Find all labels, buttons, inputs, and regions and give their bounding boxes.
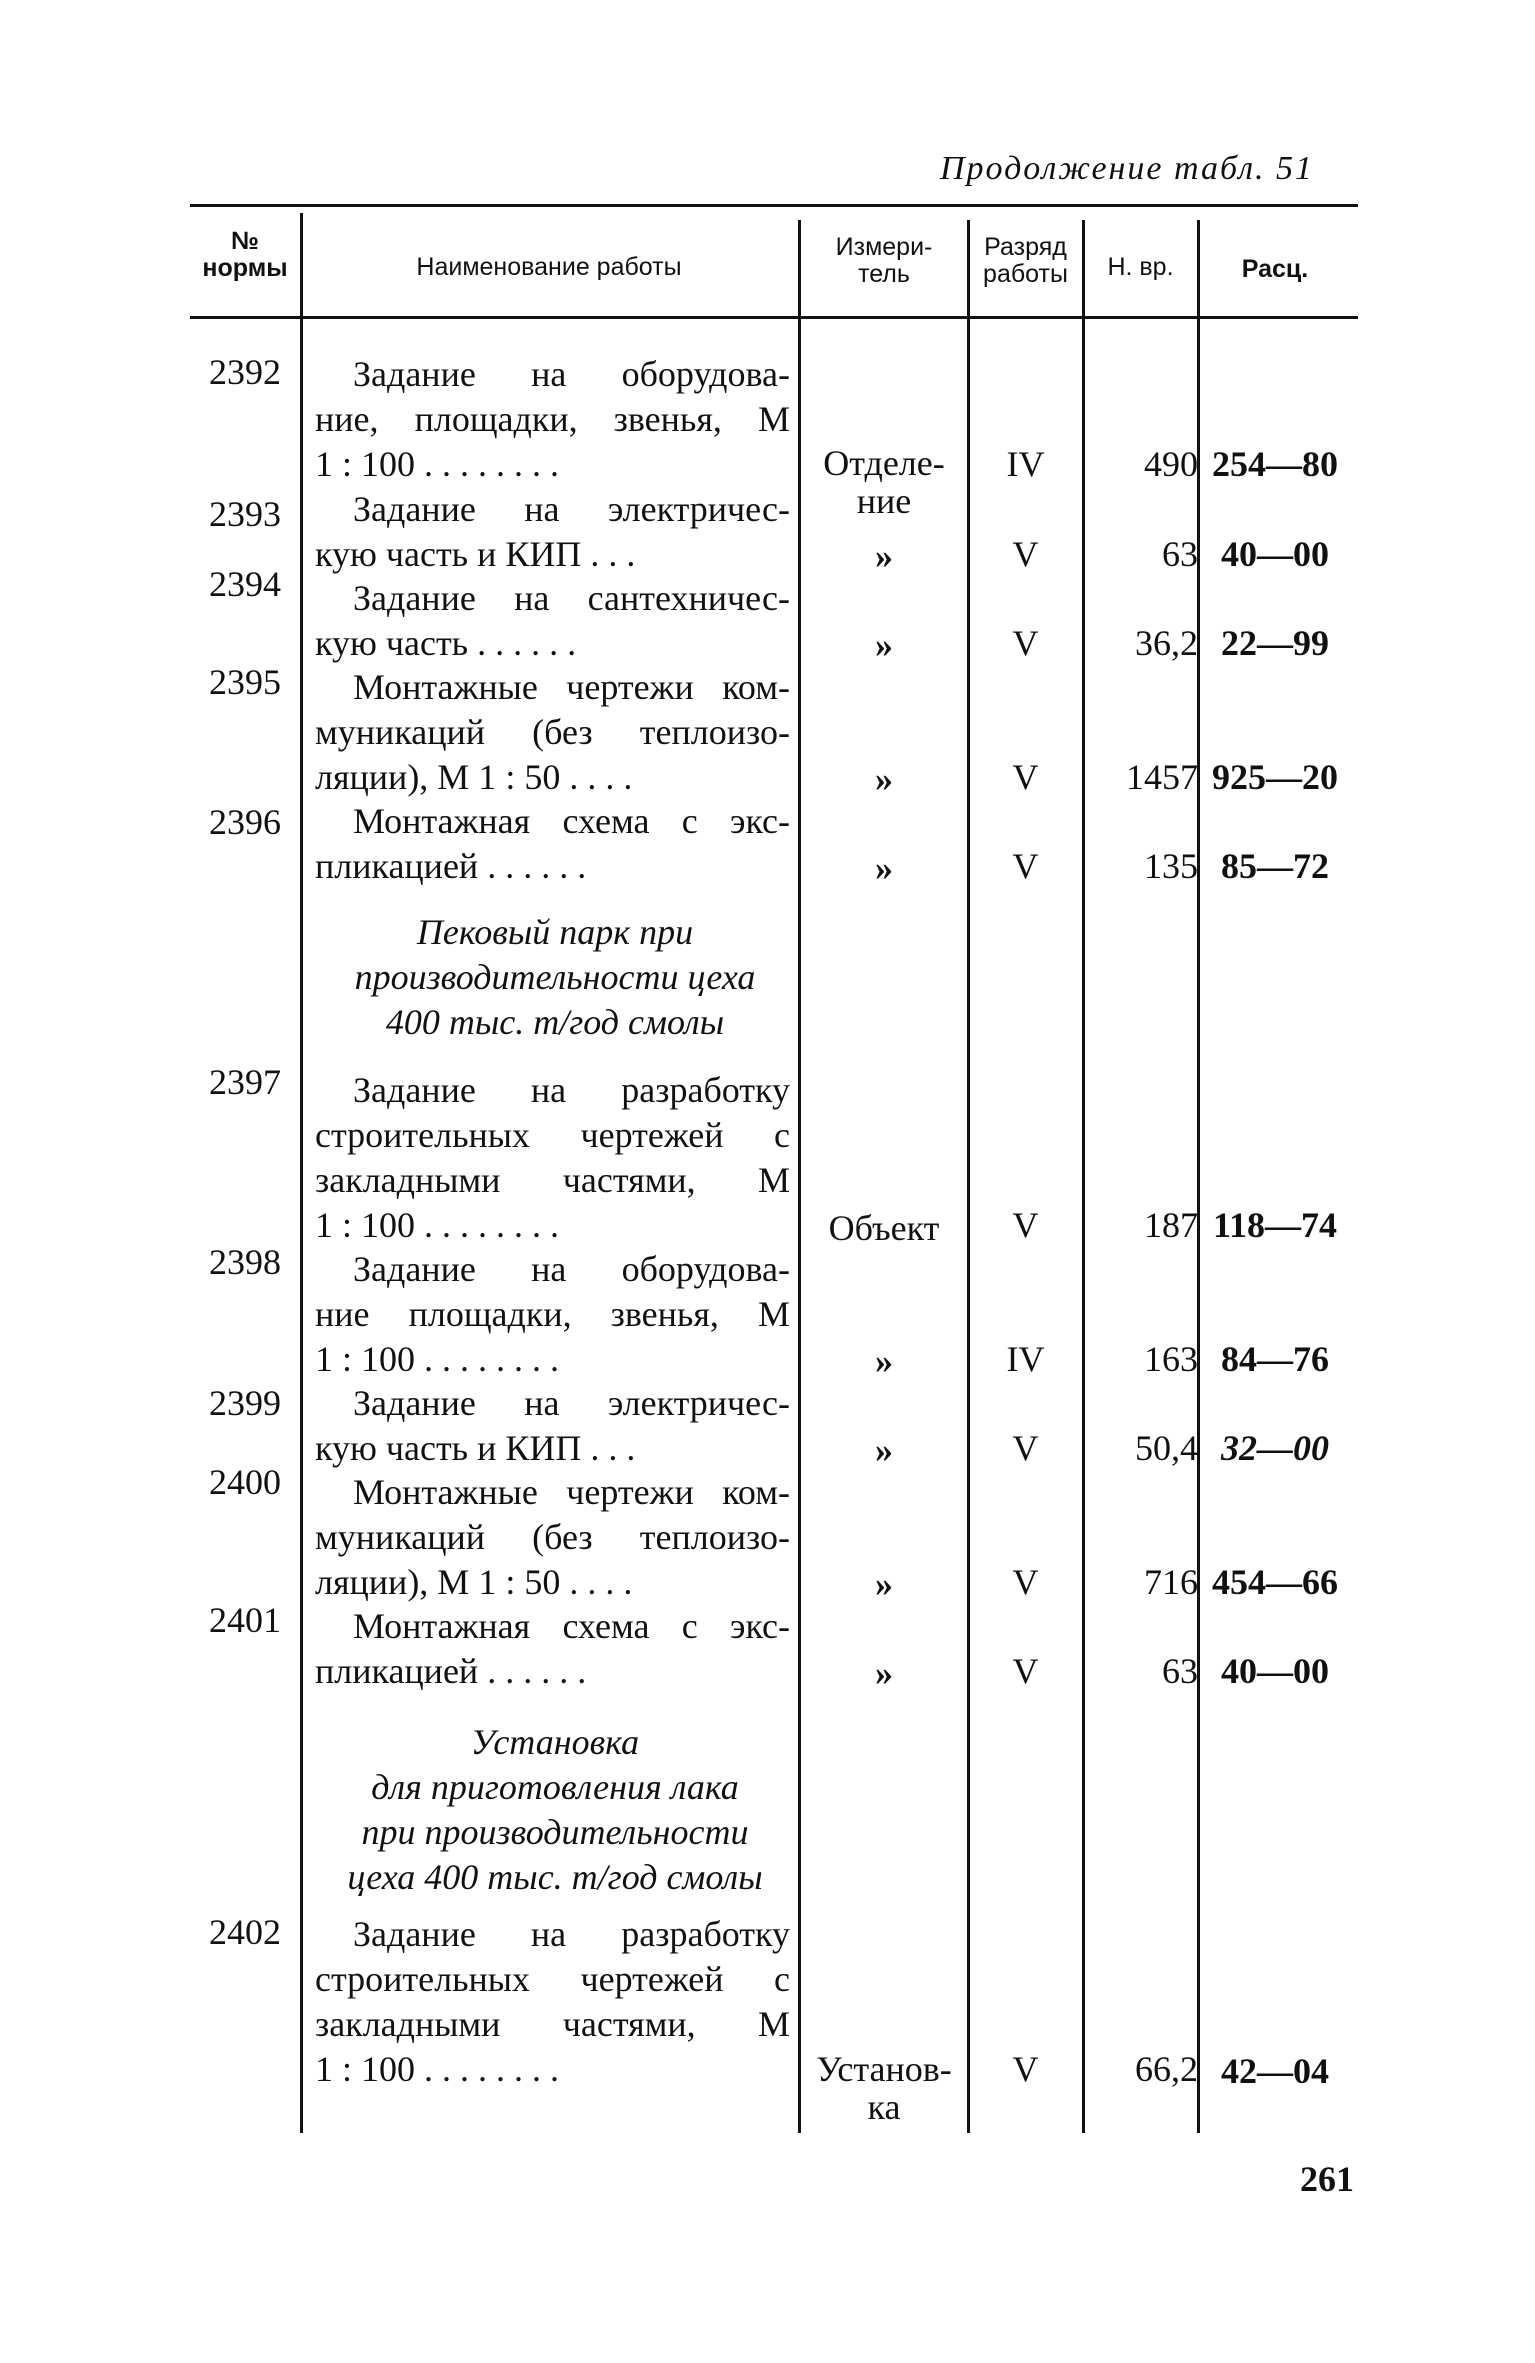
row-price: 85—72 bbox=[1221, 846, 1329, 886]
header-price: Расц. bbox=[1241, 255, 1309, 283]
row-name: Монтажная схема с экс- пликацией . . . . . . bbox=[315, 801, 790, 886]
row-rank: V bbox=[1012, 757, 1039, 797]
row-hours: 135 bbox=[1144, 846, 1198, 886]
table-continuation-caption: Продолжение табл. 51 bbox=[940, 150, 1315, 187]
row-hours: 716 bbox=[1144, 1562, 1198, 1602]
header-num: № нормы bbox=[202, 227, 288, 282]
row-unit: » bbox=[875, 536, 893, 576]
row-number: 2399 bbox=[209, 1383, 281, 1423]
row-hours: 36,2 bbox=[1135, 623, 1198, 663]
row-rank: V bbox=[1012, 534, 1039, 574]
row-price: 84—76 bbox=[1221, 1339, 1329, 1379]
row-name: Задание на электричес- кую часть и КИП . . . bbox=[315, 1383, 790, 1468]
row-rank: V bbox=[1012, 623, 1039, 663]
row-rank: IV bbox=[1006, 1339, 1045, 1379]
row-unit: » bbox=[875, 1564, 893, 1604]
row-unit: Объект bbox=[828, 1208, 940, 1248]
section-heading: Пековый парк при производительности цеха 400 тыс. т/год смолы bbox=[354, 912, 756, 1042]
row-name: Задание на сантехничес- кую часть . . . . . . bbox=[315, 578, 790, 663]
row-hours: 63 bbox=[1162, 534, 1198, 574]
row-rank: V bbox=[1012, 846, 1039, 886]
section-heading: Установка для приготовления лака при производительности цеха 400 тыс. т/год смолы bbox=[347, 1722, 763, 1897]
header-name: Наименование работы bbox=[416, 253, 682, 281]
row-name: Задание на разработку строительных чертежей с закладными частями, М 1 : 100 . . . . . . . . bbox=[315, 1914, 790, 2089]
column-divider bbox=[1082, 220, 1085, 2133]
row-unit: Отделе- ние bbox=[823, 443, 945, 521]
header-hours: Н. вр. bbox=[1107, 253, 1174, 281]
row-rank: V bbox=[1012, 1205, 1039, 1245]
row-rank: V bbox=[1012, 1562, 1039, 1602]
row-unit: Установ- ка bbox=[816, 2049, 952, 2127]
row-name: Задание на разработку строительных чертежей с закладными частями, М 1 : 100 . . . . . . . . bbox=[315, 1070, 790, 1245]
row-name: Монтажные чертежи ком- муникаций (без теплоизо- ляции), М 1 : 50 . . . . bbox=[315, 667, 790, 797]
row-unit: » bbox=[875, 759, 893, 799]
row-rank: V bbox=[1012, 2049, 1039, 2089]
row-unit: » bbox=[875, 1430, 893, 1470]
table-top-rule bbox=[190, 204, 1358, 207]
row-hours: 66,2 bbox=[1135, 2049, 1198, 2089]
row-number: 2398 bbox=[209, 1242, 281, 1282]
column-divider bbox=[967, 220, 970, 2133]
row-number: 2392 bbox=[209, 352, 281, 392]
row-price: 40—00 bbox=[1221, 1651, 1329, 1691]
row-number: 2394 bbox=[209, 564, 281, 604]
column-divider bbox=[300, 213, 303, 2133]
header-rank: Разряд работы bbox=[983, 233, 1068, 288]
row-price: 118—74 bbox=[1212, 1205, 1337, 1245]
row-number: 2397 bbox=[209, 1062, 281, 1102]
header-unit: Измери- тель bbox=[835, 233, 933, 288]
row-price: 22—99 bbox=[1221, 623, 1329, 663]
row-name: Задание на оборудова- ние площадки, звенья, М 1 : 100 . . . . . . . . bbox=[315, 1249, 790, 1379]
row-name: Задание на оборудова- ние, площадки, звенья, М 1 : 100 . . . . . . . . bbox=[315, 354, 790, 484]
page-number: 261 bbox=[1300, 2159, 1354, 2199]
row-number: 2401 bbox=[209, 1600, 281, 1640]
row-unit: » bbox=[875, 625, 893, 665]
row-price: 42—04 bbox=[1221, 2051, 1329, 2091]
row-hours: 187 bbox=[1144, 1205, 1198, 1245]
row-hours: 50,4 bbox=[1135, 1428, 1198, 1468]
row-unit: » bbox=[875, 1341, 893, 1381]
row-number: 2400 bbox=[209, 1462, 281, 1502]
row-rank: IV bbox=[1006, 444, 1045, 484]
row-name: Задание на электричес- кую часть и КИП . . . bbox=[315, 489, 790, 574]
row-number: 2402 bbox=[209, 1912, 281, 1952]
row-name: Монтажная схема с экс- пликацией . . . . . . bbox=[315, 1606, 790, 1691]
row-price: 32—00 bbox=[1221, 1428, 1329, 1468]
row-name: Монтажные чертежи ком- муникаций (без теплоизо- ляции), М 1 : 50 . . . . bbox=[315, 1472, 790, 1602]
row-price: 454—66 bbox=[1212, 1562, 1338, 1602]
column-divider bbox=[1197, 220, 1200, 2133]
row-hours: 63 bbox=[1162, 1651, 1198, 1691]
row-price: 925—20 bbox=[1212, 757, 1338, 797]
row-rank: V bbox=[1012, 1651, 1039, 1691]
row-hours: 163 bbox=[1144, 1339, 1198, 1379]
row-number: 2395 bbox=[209, 662, 281, 702]
row-hours: 490 bbox=[1144, 444, 1198, 484]
row-number: 2396 bbox=[209, 802, 281, 842]
row-unit: » bbox=[875, 848, 893, 888]
row-unit: » bbox=[875, 1653, 893, 1693]
row-price: 40—00 bbox=[1221, 534, 1329, 574]
row-price: 254—80 bbox=[1212, 444, 1338, 484]
header-bottom-rule bbox=[190, 316, 1358, 319]
row-hours: 1457 bbox=[1126, 757, 1198, 797]
row-rank: V bbox=[1012, 1428, 1039, 1468]
row-number: 2393 bbox=[209, 494, 281, 534]
